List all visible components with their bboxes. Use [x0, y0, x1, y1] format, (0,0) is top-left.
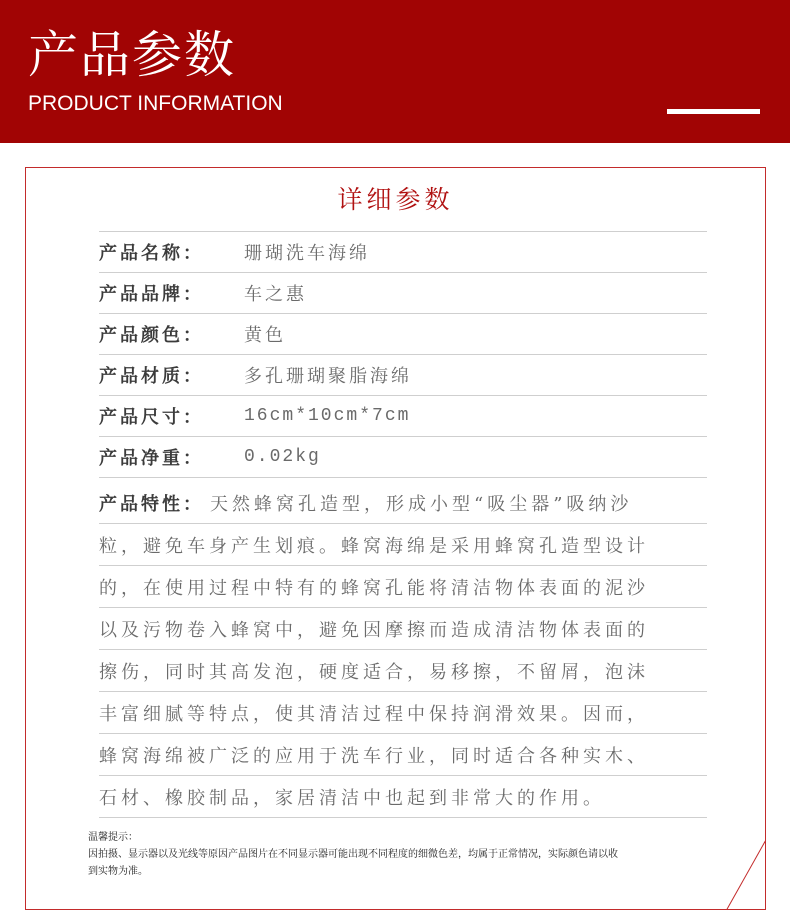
feature-label: 产品特性：	[99, 493, 204, 515]
page-subtitle: PRODUCT INFORMATION	[28, 92, 283, 115]
feature-line: 的，在使用过程中特有的蜂窝孔能将清洁物体表面的泥沙	[99, 566, 707, 608]
feature-line: 蜂窝海绵被广泛的应用于洗车行业，同时适合各种实木、	[99, 734, 707, 776]
feature-line	[99, 482, 707, 524]
header-accent-bar	[667, 109, 760, 114]
spec-row-color	[99, 314, 707, 355]
notice-title: 温馨提示：	[88, 832, 138, 843]
spec-value: 黄色	[244, 325, 286, 346]
spec-row-size	[99, 396, 707, 437]
feature-line: 粒，避免车身产生划痕。蜂窝海绵是采用蜂窝孔造型设计	[99, 524, 707, 566]
header-banner	[0, 0, 790, 143]
spec-label: 产品尺寸：	[99, 407, 204, 428]
spec-row-brand	[99, 273, 707, 314]
spec-value: 车之惠	[244, 284, 307, 305]
spec-value: 0.02kg	[244, 447, 321, 467]
feature-line: 石材、橡胶制品，家居清洁中也起到非常大的作用。	[99, 776, 707, 818]
page-title: 产品参数	[28, 26, 236, 84]
notice-block	[88, 829, 708, 880]
spec-table	[99, 231, 707, 478]
spec-row-material	[99, 355, 707, 396]
spec-label: 产品品牌：	[99, 284, 204, 305]
spec-label: 产品净重：	[99, 448, 204, 469]
spec-row-name	[99, 232, 707, 273]
feature-block	[99, 482, 707, 818]
feature-line: 擦伤，同时其高发泡，硬度适合，易移擦，不留屑，泡沫	[99, 650, 707, 692]
spec-label: 产品材质：	[99, 366, 204, 387]
spec-label: 产品颜色：	[99, 325, 204, 346]
panel-title: 详细参数	[337, 185, 454, 214]
notice-text: 因拍摄、显示器以及光线等原因产品图片在不同显示器可能出现不同程度的细微色差，均属于正常情况，实际颜色请以收	[88, 849, 618, 860]
notice-text: 到实物为准。	[88, 866, 148, 877]
feature-text: 天然蜂窝孔造型，形成小型“吸尘器”吸纳沙	[210, 493, 633, 515]
feature-line: 丰富细腻等特点，使其清洁过程中保持润滑效果。因而，	[99, 692, 707, 734]
spec-value: 多孔珊瑚聚脂海绵	[244, 366, 412, 387]
spec-panel	[25, 167, 766, 910]
feature-line: 以及污物卷入蜂窝中，避免因摩擦而造成清洁物体表面的	[99, 608, 707, 650]
spec-value: 珊瑚洗车海绵	[244, 243, 370, 264]
spec-row-weight	[99, 437, 707, 478]
spec-value: 16cm*10cm*7cm	[244, 406, 411, 426]
spec-label: 产品名称：	[99, 243, 204, 264]
